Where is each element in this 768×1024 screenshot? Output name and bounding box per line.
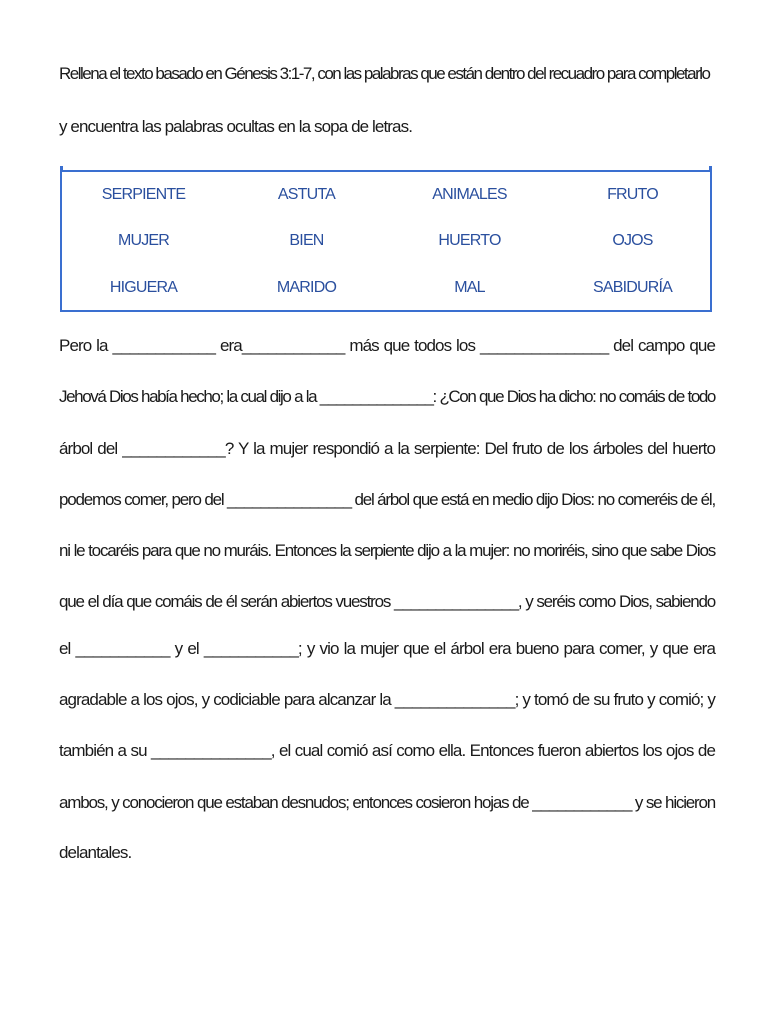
passage-line-5: ni le tocaréis para que no muráis. Entonces la serpiente dijo a la mujer: no moriréis, sino que sabe Dios xyxy=(59,541,715,560)
word-bank-word: HIGUERA xyxy=(109,279,178,296)
passage-line-2: Jehová Dios había hecho; la cual dijo a la ______________: ¿Con que Dios ha dicho: no comáis de todo xyxy=(59,387,715,406)
word-bank-word: BIEN xyxy=(289,232,324,249)
passage-line-4: podemos comer, pero del _______________ del árbol que está en medio dijo Dios: no comeréis de él, xyxy=(59,490,715,509)
word-bank-box xyxy=(60,170,712,312)
passage-line-1: Pero la ____________ era____________ más que todos los _______________ del campo que xyxy=(59,336,715,355)
word-bank-corner-right xyxy=(709,166,712,172)
word-bank-word: MAL xyxy=(454,279,485,296)
passage-line-7: el ___________ y el ___________; y vio la mujer que el árbol era bueno para comer, y que era xyxy=(59,639,715,658)
word-bank-word: MARIDO xyxy=(276,279,337,296)
word-bank-word: ANIMALES xyxy=(432,186,507,203)
word-bank-word: FRUTO xyxy=(607,186,658,203)
passage-line-6: que el día que comáis de él serán abiertos vuestros _______________, y seréis como Dios, sabiendo xyxy=(59,592,715,611)
word-bank-corner-left xyxy=(60,166,63,172)
passage-line-8: agradable a los ojos, y codiciable para alcanzar la ______________; y tomó de su fruto y comió; y xyxy=(59,690,715,709)
word-bank-word: SABIDURÍA xyxy=(592,279,673,296)
word-bank-word: HUERTO xyxy=(438,232,501,249)
passage-line-9: también a su ______________, el cual comió así como ella. Entonces fueron abiertos los ojos de xyxy=(59,741,715,760)
word-bank-word: ASTUTA xyxy=(277,186,336,203)
word-bank-word: MUJER xyxy=(117,232,170,249)
passage-line-3: árbol del ____________? Y la mujer respondió a la serpiente: Del fruto de los árboles del huerto xyxy=(59,439,715,458)
instructions-line-2: y encuentra las palabras ocultas en la sopa de letras. xyxy=(59,117,413,136)
passage-line-10: ambos, y conocieron que estaban desnudos; entonces cosieron hojas de ____________ y se hicieron xyxy=(59,793,715,812)
word-bank-word: OJOS xyxy=(612,232,653,249)
passage-line-11: delantales. xyxy=(59,843,132,862)
instructions-line-1: Rellena el texto basado en Génesis 3:1-7, con las palabras que están dentro del recuadro para completarlo xyxy=(59,64,710,83)
word-bank-word: SERPIENTE xyxy=(101,186,186,203)
